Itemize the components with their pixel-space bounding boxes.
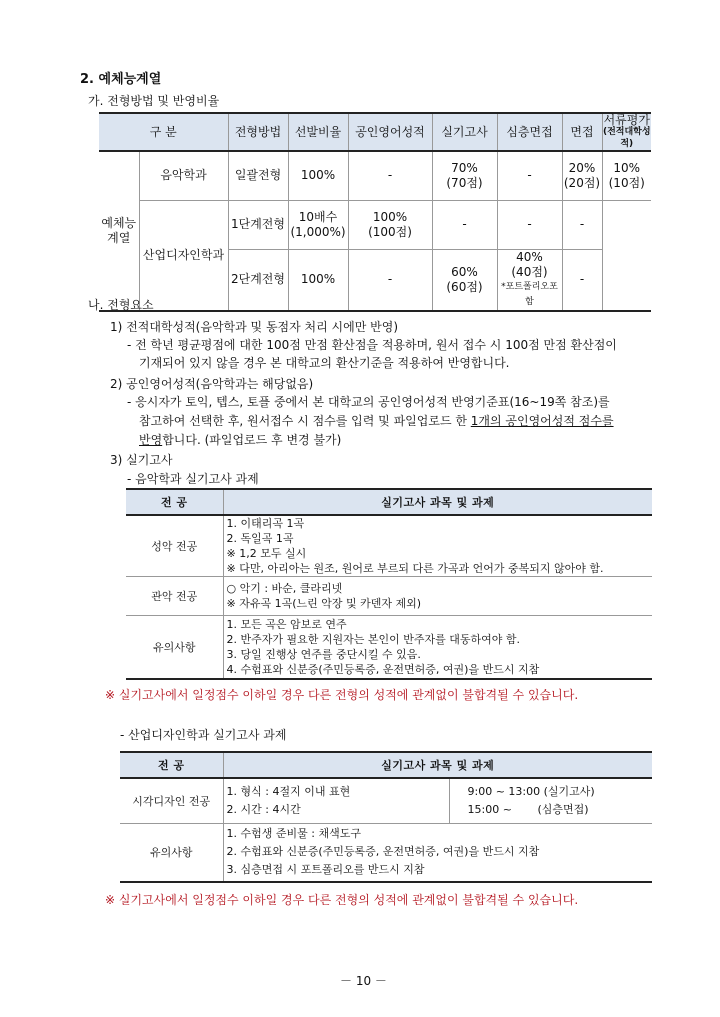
- warning-note: ※ 실기고사에서 일정점수 이하일 경우 다른 전형의 성적에 관계없이 불합격될 수 있습니다.: [105, 688, 579, 702]
- subject-line: 2. 반주자가 필요한 지원자는 본인이 반주자를 대동하여야 함.: [226, 632, 520, 646]
- subjects-cell: [223, 515, 652, 577]
- schedule-cell: [449, 778, 652, 823]
- element-2-line2-underlined: 1개의 공인영어성적 점수를: [470, 414, 614, 428]
- subsection-a: 가. 전형방법 및 반영비율: [88, 94, 220, 108]
- header-category: 구 분: [99, 113, 228, 151]
- schedule-interview-time: 15:00 ~: [467, 802, 512, 816]
- header-subjects: 실기고사 과목 및 과제: [223, 489, 652, 515]
- english-cell: -: [348, 151, 432, 200]
- element-1-line2: 기재되어 있지 않을 경우 본 대학교의 환산기준을 적용하여 반영합니다.: [139, 356, 510, 370]
- table-row: [126, 515, 652, 577]
- interview-cell: 20% (20점): [562, 151, 602, 200]
- page-number: － 10 －: [340, 974, 387, 988]
- header-major: 전 공: [120, 752, 223, 778]
- header-practical: 실기고사: [432, 113, 497, 151]
- method-cell: 일괄전형: [228, 151, 288, 200]
- element-2-line3-text: 합니다. (파일업로드 후 변경 불가): [162, 433, 342, 447]
- practical-cell: -: [432, 200, 497, 249]
- element-3-music: - 음악학과 실기고사 과제: [127, 472, 259, 486]
- element-3-design: - 산업디자인학과 실기고사 과제: [120, 728, 287, 742]
- method-cell: 1단계전형: [228, 200, 288, 249]
- table-row: [99, 200, 651, 249]
- header-method: 전형방법: [228, 113, 288, 151]
- practical-cell: 70% (70점): [432, 151, 497, 200]
- english-cell: 100% (100점): [348, 200, 432, 249]
- section-title: 2. 예체능계열: [80, 72, 162, 87]
- subject-line: 2. 시간 : 4시간: [226, 802, 301, 816]
- docs-cell-empty: [602, 200, 651, 311]
- subject-line: 1. 수험생 준비물 : 채색도구: [226, 827, 361, 841]
- group-cell: 예체능 계열: [99, 151, 139, 311]
- ratio-cell: 100%: [288, 249, 348, 311]
- docs-cell: 10% (10점): [602, 151, 651, 200]
- table-row: [120, 778, 652, 823]
- major-cell: 유의사항: [126, 616, 223, 679]
- deep-value: 40% (40점): [511, 249, 548, 279]
- dept-cell: 음악학과: [139, 151, 228, 200]
- header-interview: 면접: [562, 113, 602, 151]
- subjects-cell: [223, 778, 449, 823]
- header-docs-sub: (전적대학성적): [602, 127, 651, 149]
- subject-line: ※ 자유곡 1곡(느린 악장 및 카덴자 제외): [226, 597, 422, 610]
- element-2-title: 2) 공인영어성적(음악학과는 해당없음): [110, 377, 314, 391]
- subsection-b: 나. 전형요소: [88, 298, 154, 312]
- header-subjects: 실기고사 과목 및 과제: [223, 752, 652, 778]
- schedule-practical: 9:00 ~ 13:00 (실기고사): [467, 784, 595, 798]
- major-cell: 성악 전공: [126, 515, 223, 577]
- table-row: [126, 616, 652, 679]
- subject-line: 1. 이태리곡 1곡: [226, 517, 305, 530]
- subjects-cell: [223, 577, 652, 616]
- header-ratio: 선발비율: [288, 113, 348, 151]
- dept-cell: 산업디자인학과: [139, 200, 228, 311]
- subject-line: 3. 심층면접 시 포트폴리오를 반드시 지참: [226, 863, 425, 877]
- major-cell: 유의사항: [120, 823, 223, 882]
- design-practical-table: [120, 751, 652, 883]
- interview-cell: -: [562, 249, 602, 311]
- table-header-row: [120, 752, 652, 778]
- schedule-interview-label: (심층면접): [537, 802, 589, 816]
- interview-cell: -: [562, 200, 602, 249]
- element-2-line2: [139, 412, 614, 429]
- deep-cell: [497, 249, 562, 311]
- subjects-cell: [223, 823, 652, 882]
- subject-line: ※ 다만, 아리아는 원조, 원어로 부르되 다른 가곡과 언어가 중복되지 않아야 함.: [226, 562, 604, 575]
- subject-line: 4. 수험표와 신분증(주민등록증, 운전면허증, 여권)을 반드시 지참: [226, 662, 540, 676]
- element-1-title: 1) 전적대학성적(음악학과 및 동점자 처리 시에만 반영): [110, 320, 399, 334]
- table-row: [120, 823, 652, 882]
- deep-cell: -: [497, 200, 562, 249]
- major-cell: 관악 전공: [126, 577, 223, 616]
- english-cell: -: [348, 249, 432, 311]
- header-docs: [602, 113, 651, 151]
- subject-line: ※ 1,2 모두 실시: [226, 547, 307, 560]
- subjects-cell: [223, 616, 652, 679]
- element-2-line3-underlined: 반영: [139, 433, 163, 447]
- schedule-interview: [468, 801, 653, 819]
- selection-ratio-table: [99, 112, 651, 312]
- header-major: 전 공: [126, 489, 223, 515]
- element-2-line3: [139, 431, 341, 448]
- subject-line: 3. 당일 진행상 연주를 중단시킬 수 있음.: [226, 647, 421, 661]
- subject-line: 1. 모든 곡은 암보로 연주: [226, 617, 347, 631]
- table-header-row: [126, 489, 652, 515]
- header-english: 공인영어성적: [348, 113, 432, 151]
- table-row: [99, 151, 651, 200]
- element-3-title: 3) 실기고사: [110, 453, 173, 467]
- table-header-row: [99, 113, 651, 151]
- music-practical-table: [126, 488, 652, 680]
- header-deep-interview: 심층면접: [497, 113, 562, 151]
- subject-line: ○ 악기 : 바순, 클라리넷: [226, 582, 343, 595]
- warning-note: ※ 실기고사에서 일정점수 이하일 경우 다른 전형의 성적에 관계없이 불합격될 수 있습니다.: [105, 893, 579, 907]
- subject-line: 2. 독일곡 1곡: [226, 532, 294, 545]
- element-2-line2-text: 참고하여 선택한 후, 원서접수 시 점수를 입력 및 파일업로드 한: [139, 414, 471, 428]
- header-docs-label: 서류평가: [603, 113, 650, 127]
- ratio-cell: 10배수 (1,000%): [288, 200, 348, 249]
- practical-cell: 60% (60점): [432, 249, 497, 311]
- major-cell: 시각디자인 전공: [120, 778, 223, 823]
- element-2-line1: - 응시자가 토익, 텝스, 토플 중에서 본 대학교의 공인영어성적 반영기준표(16~19쪽 참조)를: [127, 395, 610, 409]
- table-row: [126, 577, 652, 616]
- method-cell: 2단계전형: [228, 249, 288, 311]
- subject-line: 2. 수험표와 신분증(주민등록증, 운전면허증, 여권)을 반드시 지참: [226, 845, 540, 859]
- element-1-line1: - 전 학년 평균평점에 대한 100점 만점 환산점을 적용하며, 원서 접수 시 100점 만점 환산점이: [127, 338, 617, 352]
- subject-line: 1. 형식 : 4절지 이내 표현: [226, 784, 351, 798]
- deep-cell: -: [497, 151, 562, 200]
- deep-note: *포트폴리오포함: [501, 281, 558, 307]
- ratio-cell: 100%: [288, 151, 348, 200]
